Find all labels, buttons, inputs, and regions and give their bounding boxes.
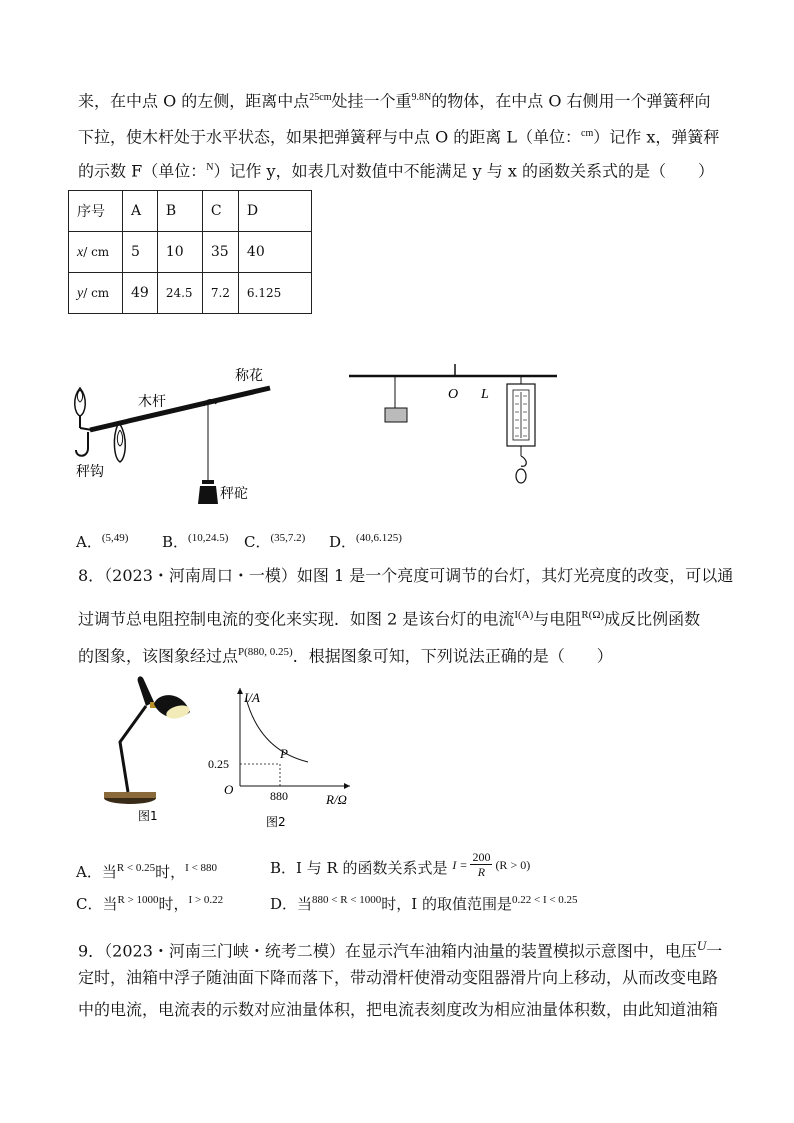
option-a-condition: R < 0.25 bbox=[116, 862, 156, 874]
option-d-mid: 时，I 的取值范围是 bbox=[381, 895, 512, 913]
option-a-letter: A．当 bbox=[76, 863, 117, 881]
x-tick-label: 880 bbox=[270, 789, 288, 803]
lever-illustration bbox=[349, 364, 557, 483]
option-c-letter: C． bbox=[244, 533, 271, 551]
y-axis-label: I/A bbox=[244, 690, 260, 705]
p7-line-2 bbox=[78, 124, 719, 147]
option-c[interactable] bbox=[76, 890, 223, 914]
p8-line-2 bbox=[78, 605, 700, 629]
origin-label: O bbox=[224, 782, 234, 797]
table-cell: 24.5 bbox=[157, 273, 202, 314]
p9-line1-text-b: 一 bbox=[706, 941, 723, 961]
point-p-label: P bbox=[280, 746, 288, 761]
p8-line2-text-c: 成反比例函数 bbox=[604, 609, 701, 629]
p8-line3-text-a: 的图象，该图象经过点 bbox=[78, 646, 239, 666]
label-hook: 秤钩 bbox=[76, 464, 104, 480]
desk-lamp-figure bbox=[98, 672, 198, 822]
option-c-letter: C．当 bbox=[76, 895, 118, 913]
lamp-illustration bbox=[104, 676, 191, 804]
option-a-mid: 时， bbox=[155, 863, 186, 881]
p7-line1-text-b: 处挂一个重 bbox=[331, 91, 412, 111]
option-d-value: (40,6.125) bbox=[356, 532, 402, 544]
table-cell: 7.2 bbox=[202, 273, 238, 314]
p7-data-table bbox=[68, 190, 312, 314]
p7-line-3 bbox=[78, 158, 714, 181]
table-header-b: B bbox=[157, 191, 202, 232]
option-d-letter: D．当 bbox=[270, 895, 313, 913]
p7-line-1 bbox=[78, 88, 711, 111]
label-o: O bbox=[448, 387, 459, 402]
x-unit: / cm bbox=[83, 244, 110, 259]
p7-line1-text-c: 的物体，在中点 O 右侧用一个弹簧秤向 bbox=[431, 91, 711, 111]
x-axis-label: R/Ω bbox=[326, 792, 347, 807]
table-cell: 6.125 bbox=[238, 273, 311, 314]
steelyard-figure bbox=[70, 358, 290, 518]
p8-line2-text-b: 与电阻 bbox=[533, 609, 582, 629]
p7-line3-text-b: ）记作 y，如表几对数值中不能满足 y 与 x 的函数关系式的是（ ） bbox=[213, 161, 714, 181]
p7-unit-n: N bbox=[206, 162, 214, 173]
option-c[interactable] bbox=[244, 528, 305, 552]
label-counterweight: 秤砣 bbox=[220, 486, 248, 502]
label-rod: 木杆 bbox=[138, 394, 166, 410]
table-cell: 10 bbox=[157, 232, 202, 273]
p7-unit-cm: cm bbox=[581, 128, 594, 139]
y-unit: / cm bbox=[83, 285, 110, 300]
table-header-index: 序号 bbox=[69, 191, 123, 232]
option-a[interactable] bbox=[76, 858, 217, 882]
p9-line-1 bbox=[78, 936, 722, 961]
p7-line1-text-a: 来，在中点 O 的左侧，距离中点 bbox=[78, 91, 310, 111]
lever-spring-scale-figure bbox=[345, 362, 565, 492]
table-y-label bbox=[69, 273, 123, 314]
option-c-mid: 时， bbox=[158, 895, 189, 913]
formula-fraction bbox=[470, 850, 492, 879]
y-tick-label: 0.25 bbox=[208, 757, 229, 771]
curve bbox=[246, 698, 308, 762]
inverse-proportion-graph bbox=[200, 682, 360, 828]
option-d[interactable] bbox=[270, 890, 578, 914]
formula-lhs: I = bbox=[452, 857, 468, 872]
option-d[interactable] bbox=[329, 528, 402, 552]
option-d-condition: 880 < R < 1000 bbox=[312, 894, 382, 906]
p8-line2-text-a: 过调节总电阻控制电流的变化来实现．如图 2 是该台灯的电流 bbox=[78, 609, 515, 629]
option-b-letter: B．I 与 R 的函数关系式是 bbox=[270, 859, 448, 877]
p8-resistance-symbol: R(Ω) bbox=[581, 609, 605, 621]
option-a-result: I < 880 bbox=[185, 862, 218, 874]
p7-line3-text-a: 的示数 F（单位： bbox=[78, 161, 207, 181]
option-a-letter: A． bbox=[76, 533, 102, 551]
x-var: x bbox=[77, 244, 84, 260]
option-c-result: I > 0.22 bbox=[188, 894, 224, 906]
formula-numerator: 200 bbox=[472, 850, 491, 864]
table-x-label bbox=[69, 232, 123, 273]
option-a-value: (5,49) bbox=[101, 532, 129, 544]
p9-line1-text-a: 9．（2023・河南三门峡・统考二模）在显示汽车油箱内油量的装置模拟示意图中，电压 bbox=[78, 941, 697, 961]
p8-current-symbol: I(A) bbox=[514, 609, 534, 621]
option-b-value: (10,24.5) bbox=[188, 532, 229, 544]
option-a[interactable] bbox=[76, 528, 128, 552]
label-chenghua: 称花 bbox=[235, 368, 263, 384]
p9-line-2: 定时，油箱中浮子随油面下降而落下，带动滑杆使滑动变阻器滑片向上移动，从而改变电路 bbox=[78, 968, 719, 987]
p9-voltage-symbol: U bbox=[696, 938, 707, 953]
option-d-letter: D． bbox=[329, 533, 357, 551]
option-c-condition: R > 1000 bbox=[117, 894, 159, 906]
table-header-c: C bbox=[202, 191, 238, 232]
table-row bbox=[69, 232, 312, 273]
formula-condition: (R > 0) bbox=[495, 857, 531, 872]
formula-denominator: R bbox=[477, 865, 486, 879]
table-cell: 5 bbox=[123, 232, 158, 273]
table-row bbox=[69, 191, 312, 232]
p8-line-1: 8．（2023・河南周口・一模）如图 1 是一个亮度可调节的台灯，其灯光亮度的改变，可以通 bbox=[78, 566, 734, 585]
table-row bbox=[69, 273, 312, 314]
y-var: y bbox=[77, 285, 84, 301]
option-b-letter: B． bbox=[162, 533, 189, 551]
p8-line3-text-b: ．根据图象可知，下列说法正确的是（ ） bbox=[292, 646, 613, 666]
table-cell: 40 bbox=[238, 232, 311, 273]
fig2-caption: 图2 bbox=[266, 815, 286, 828]
p9-line-3: 中的电流，电流表的示数对应油量体积，把电流表刻度改为相应油量体积数，由此知道油箱 bbox=[78, 1000, 719, 1019]
p8-line-3 bbox=[78, 642, 613, 666]
p7-distance: 25cm bbox=[309, 92, 332, 103]
p8-point: P(880, 0.25) bbox=[238, 646, 293, 658]
label-l: L bbox=[481, 387, 489, 402]
p7-line2-text-a: 下拉，使木杆处于水平状态，如果把弹簧秤与中点 O 的距离 L（单位： bbox=[78, 127, 582, 147]
table-header-a: A bbox=[123, 191, 158, 232]
table-cell: 35 bbox=[202, 232, 238, 273]
p7-line2-text-b: ）记作 x，弹簧秤 bbox=[593, 127, 720, 147]
p7-weight: 9.8N bbox=[411, 92, 432, 103]
option-c-value: (35,7.2) bbox=[270, 532, 306, 544]
option-b[interactable] bbox=[270, 850, 530, 879]
option-d-result: 0.22 < I < 0.25 bbox=[511, 894, 578, 906]
table-cell: 49 bbox=[123, 273, 158, 314]
fig1-caption: 图1 bbox=[138, 809, 158, 822]
table-header-d: D bbox=[238, 191, 311, 232]
option-b[interactable] bbox=[162, 528, 228, 552]
option-b-formula bbox=[452, 850, 530, 879]
